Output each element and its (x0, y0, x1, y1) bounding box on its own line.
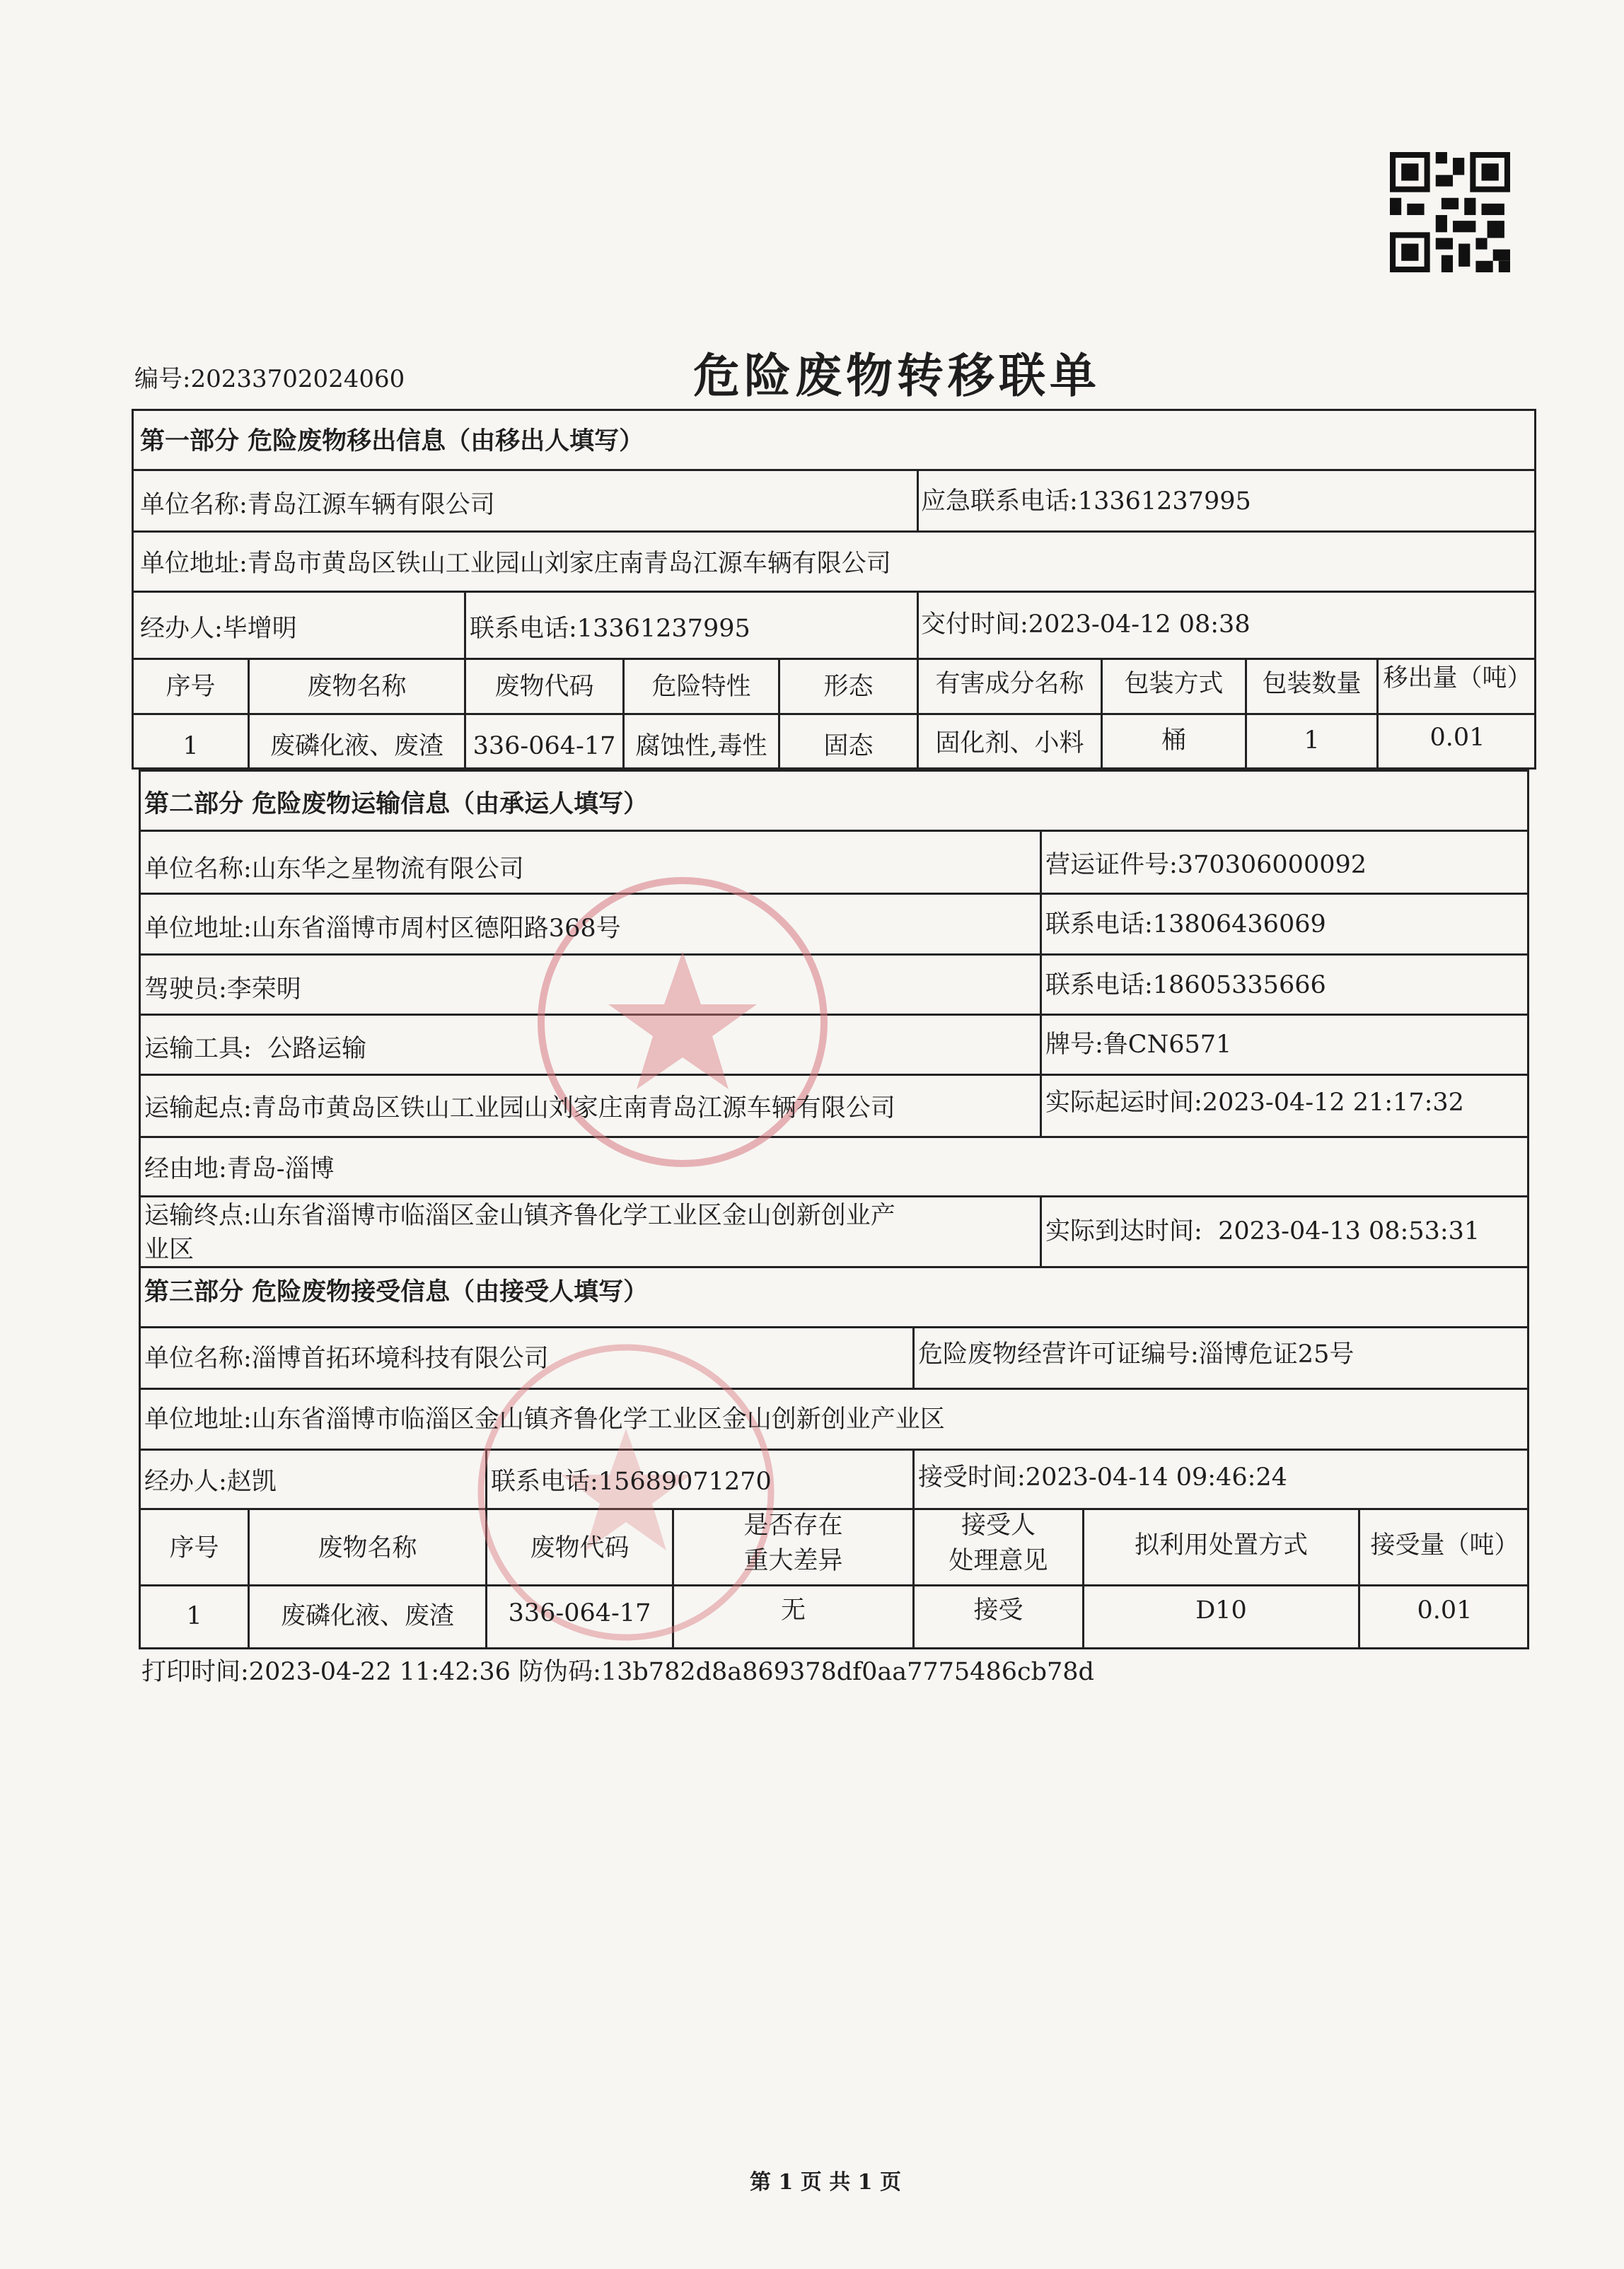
part1-td-ingredient: 固化剂、小料 (935, 729, 1084, 758)
part3-phone: 联系电话:15689071270 (491, 1468, 772, 1496)
part3-th-opinion-2: 处理意见 (949, 1547, 1048, 1575)
part1-td-amount: 0.01 (1429, 724, 1485, 752)
part1-td-package-count: 1 (1304, 726, 1320, 755)
part3-th-amount: 接受量（吨） (1370, 1531, 1519, 1560)
part2-depart-time: 实际起运时间:2023-04-12 21:17:32 (1045, 1089, 1464, 1117)
part1-frame (132, 409, 1536, 770)
part1-handover-time: 交付时间:2023-04-12 08:38 (921, 610, 1251, 639)
part1-td-name: 废磷化液、废渣 (269, 732, 443, 760)
print-footer: 打印时间:2023-04-22 11:42:36 防伪码:13b782d8a869378df0aa7775486cb78d (141, 1658, 1094, 1686)
part1-td-form: 固态 (823, 732, 874, 760)
part1-th-packaging: 包装方式 (1124, 670, 1224, 698)
part3-td-opinion: 接受 (973, 1596, 1023, 1625)
page-number: 第 1 页 共 1 页 (750, 2170, 901, 2195)
part1-handler: 经办人:毕增明 (140, 615, 297, 643)
part1-phone: 联系电话:13361237995 (470, 615, 750, 643)
part1-th-no: 序号 (166, 673, 216, 701)
part1-td-packaging: 桶 (1161, 726, 1186, 755)
part2-driver: 驾驶员:李荣明 (144, 975, 301, 1004)
part1-header: 第一部分 危险废物移出信息（由移出人填写） (140, 427, 644, 455)
part1-unit-name: 单位名称:青岛江源车辆有限公司 (140, 491, 495, 519)
part2-header: 第二部分 危险废物运输信息（由承运人填写） (144, 790, 649, 818)
part3-td-name: 废磷化液、废渣 (280, 1602, 454, 1630)
part3-td-method: D10 (1195, 1596, 1247, 1625)
part3-address: 单位地址:山东省淄博市临淄区金山镇齐鲁化学工业区金山创新创业产业区 (144, 1405, 945, 1434)
part3-receive-time: 接受时间:2023-04-14 09:46:24 (918, 1463, 1287, 1492)
part1-th-hazard: 危险特性 (651, 673, 751, 701)
part1-emergency-phone: 应急联系电话:13361237995 (921, 487, 1251, 516)
part3-th-no: 序号 (169, 1534, 219, 1562)
part2-address: 单位地址:山东省淄博市周村区德阳路368号 (144, 915, 621, 943)
part3-td-amount: 0.01 (1417, 1596, 1473, 1625)
part3-permit: 危险废物经营许可证编号:淄博危证25号 (918, 1340, 1355, 1369)
part2-arrive-time: 实际到达时间: 2023-04-13 08:53:31 (1045, 1217, 1480, 1246)
part1-td-hazard: 腐蚀性,毒性 (635, 732, 767, 760)
part3-unit-name: 单位名称:淄博首拓环境科技有限公司 (144, 1345, 549, 1373)
part1-address: 单位地址:青岛市黄岛区铁山工业园山刘家庄南青岛江源车辆有限公司 (140, 550, 891, 578)
qr-code (1390, 149, 1510, 276)
part2-dest: 运输终点:山东省淄博市临淄区金山镇齐鲁化学工业区金山创新创业产 (144, 1202, 895, 1230)
part2-phone: 联系电话:13806436069 (1045, 910, 1326, 939)
part2-driver-phone: 联系电话:18605335666 (1045, 971, 1326, 999)
part1-th-ingredient: 有害成分名称 (935, 670, 1084, 698)
part2-dest-line2: 业区 (144, 1236, 195, 1264)
part2-origin: 运输起点:青岛市黄岛区铁山工业园山刘家庄南青岛江源车辆有限公司 (144, 1094, 895, 1122)
part2-license: 营运证件号:370306000092 (1045, 851, 1367, 879)
part3-th-name: 废物名称 (318, 1534, 417, 1562)
document-title: 危险废物转移联单 (693, 349, 1101, 403)
part3-th-discrepancy: 是否存在 (743, 1511, 843, 1540)
part3-th-discrepancy-2: 重大差异 (743, 1547, 843, 1575)
part3-header: 第三部分 危险废物接受信息（由接受人填写） (144, 1278, 649, 1306)
part3-td-no: 1 (186, 1602, 202, 1630)
part1-th-package-count: 包装数量 (1262, 670, 1362, 698)
part3-td-discrepancy: 无 (780, 1596, 806, 1625)
part3-td-code: 336-064-17 (508, 1599, 651, 1627)
part3-th-opinion: 接受人 (961, 1511, 1036, 1540)
part3-th-method: 拟利用处置方式 (1134, 1531, 1308, 1560)
part1-td-code: 336-064-17 (472, 732, 616, 760)
part2-unit-name: 单位名称:山东华之星物流有限公司 (144, 855, 524, 883)
part3-th-code: 废物代码 (530, 1534, 630, 1562)
part1-th-name: 废物名称 (307, 673, 407, 701)
part2-via: 经由地:青岛-淄博 (144, 1155, 335, 1183)
document-number: 编号:20233702024060 (134, 365, 405, 393)
part2-vehicle: 运输工具: 公路运输 (144, 1035, 367, 1063)
part1-th-amount: 移出量（吨） (1383, 664, 1532, 692)
part3-handler: 经办人:赵凯 (144, 1468, 277, 1496)
part1-td-no: 1 (182, 732, 199, 760)
part2-plate: 牌号:鲁CN6571 (1045, 1031, 1232, 1059)
part1-th-form: 形态 (823, 673, 874, 701)
part1-th-code: 废物代码 (494, 673, 594, 701)
